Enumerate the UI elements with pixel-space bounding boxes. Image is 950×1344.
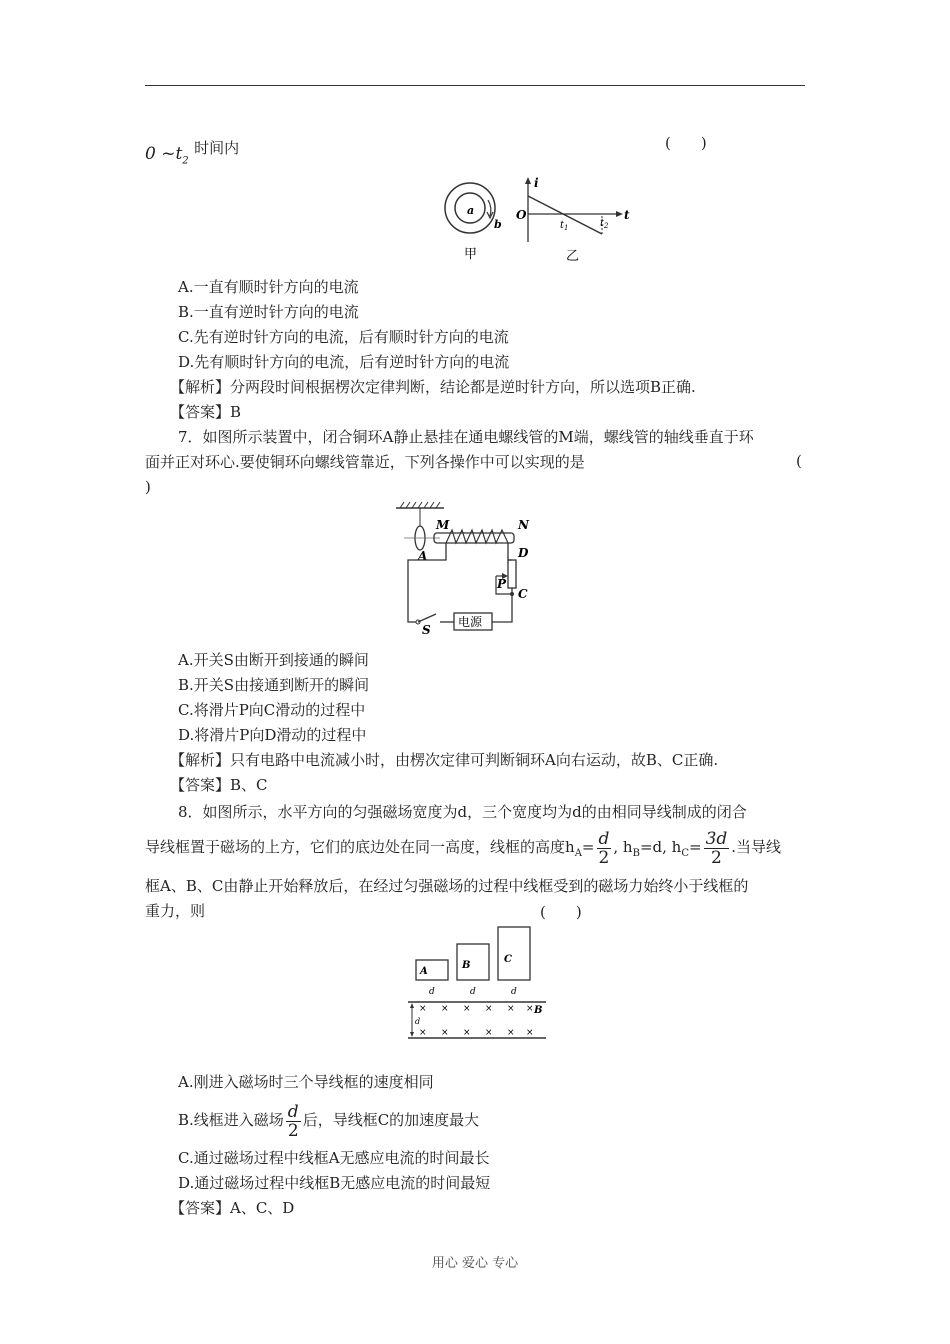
hc-sub: C bbox=[681, 848, 689, 859]
label-frame-b: B bbox=[462, 960, 471, 971]
fraction-d-over-2 bbox=[597, 830, 612, 867]
q6-option-c: C.先有逆时针方向的电流，后有顺时针方向的电流 bbox=[178, 328, 509, 346]
label-power: 电源 bbox=[458, 615, 483, 629]
wire-right-bottom bbox=[492, 588, 512, 622]
label-a: A bbox=[418, 549, 428, 563]
q8-stem-line1: 8．如图所示，水平方向的匀强磁场宽度为d，三个宽度均为d的由相同导线制成的闭合 bbox=[178, 803, 747, 821]
q7-figure bbox=[396, 500, 546, 635]
ha-sub: A bbox=[574, 848, 582, 859]
q8-option-b-b: 后，导线框C的加速度最大 bbox=[302, 1111, 480, 1129]
field-crosses bbox=[419, 1004, 534, 1038]
svg-text:×: × bbox=[463, 1028, 471, 1038]
hb-value: =d, h bbox=[639, 838, 682, 856]
q7-paren-close: ) bbox=[145, 478, 151, 496]
label-d-c: d bbox=[511, 987, 517, 997]
q8-option-d: D.通过磁场过程中线框B无感应电流的时间最短 bbox=[178, 1174, 491, 1192]
q7-option-b: B.开关S由接通到断开的瞬间 bbox=[178, 676, 370, 694]
q6-answer: 【答案】B bbox=[170, 403, 242, 421]
svg-text:×: × bbox=[419, 1004, 427, 1014]
label-t1: $t_1$ bbox=[560, 220, 569, 232]
frac2-num: 3d bbox=[705, 828, 728, 849]
t-axis-arrow-icon bbox=[616, 211, 623, 217]
q6-intro-sub: 2 bbox=[182, 155, 189, 167]
q8-stem-line2-a: 导线框置于磁场的上方，它们的底边处在同一高度，线框的高度 bbox=[145, 838, 566, 856]
q8-stem-line2 bbox=[145, 828, 781, 873]
q6-paren: ( ) bbox=[665, 134, 707, 152]
q7-stem-line1: 7．如图所示装置中，闭合铜环A静止悬挂在通电螺线管的M端，螺线管的轴线垂直于环 bbox=[178, 428, 754, 446]
svg-text:×: × bbox=[485, 1028, 493, 1038]
svg-text:×: × bbox=[507, 1004, 515, 1014]
optb-num: d bbox=[287, 1101, 299, 1122]
q7-option-a: A.开关S由断开到接通的瞬间 bbox=[178, 651, 369, 669]
svg-text:×: × bbox=[507, 1028, 515, 1038]
label-jia: 甲 bbox=[464, 247, 478, 262]
label-frame-a: A bbox=[420, 966, 428, 977]
label-s: S bbox=[422, 623, 431, 635]
rheostat bbox=[508, 560, 516, 588]
solenoid-coil bbox=[446, 530, 508, 543]
svg-text:×: × bbox=[485, 1004, 493, 1014]
marker-down-arrow-icon bbox=[410, 1032, 414, 1037]
label-d-a: d bbox=[429, 987, 435, 997]
q8-stem-line4: 重力，则 bbox=[145, 902, 206, 920]
q8-option-a: A.刚进入磁场时三个导线框的速度相同 bbox=[178, 1073, 434, 1091]
q7-analysis: 【解析】只有电路中电流减小时，由楞次定律可判断铜环A向右运动，故B、C正确. bbox=[170, 751, 719, 769]
q8-stem-line2-b: .当导线 bbox=[731, 838, 782, 856]
svg-text:×: × bbox=[419, 1028, 427, 1038]
label-t2: $t_2$ bbox=[600, 218, 609, 230]
switch-blade bbox=[418, 614, 436, 622]
wire-right-top bbox=[508, 543, 512, 560]
frac1-num: d bbox=[598, 828, 610, 849]
label-frame-c: C bbox=[504, 954, 512, 965]
label-n: N bbox=[518, 518, 529, 532]
label-d-b: d bbox=[470, 987, 476, 997]
label-o: O bbox=[516, 208, 527, 222]
svg-text:×: × bbox=[463, 1004, 471, 1014]
q8-paren: ( ) bbox=[540, 903, 582, 921]
label-m: M bbox=[436, 518, 450, 532]
ceiling-hatch bbox=[400, 502, 440, 508]
q6-option-a: A.一直有顺时针方向的电流 bbox=[178, 278, 359, 296]
q6-intro-math: 0 ~t bbox=[145, 144, 183, 164]
ha-symbol: h bbox=[565, 838, 575, 856]
q6-analysis: 【解析】分两段时间根据楞次定律判断，结论都是逆时针方向，所以选项B正确. bbox=[170, 378, 696, 396]
label-c: C bbox=[518, 587, 528, 601]
label-p: P bbox=[497, 577, 507, 591]
q7-option-c: C.将滑片P向C滑动的过程中 bbox=[178, 701, 366, 719]
frame-c bbox=[498, 927, 530, 980]
q8-option-c: C.通过磁场过程中线框A无感应电流的时间最长 bbox=[178, 1149, 490, 1167]
q7-paren-open: ( bbox=[796, 452, 802, 470]
q8-stem-line3: 框A、B、C由静止开始释放后，在经过匀强磁场的过程中线框受到的磁场力始终小于线框的 bbox=[145, 877, 749, 895]
q7-stem-line2: 面并正对环心.要使铜环向螺线管靠近，下列各操作中可以实现的是 bbox=[145, 453, 585, 471]
fraction-d-over-2-b bbox=[286, 1103, 301, 1140]
label-yi: 乙 bbox=[566, 249, 580, 264]
current-graph bbox=[516, 176, 630, 264]
label-t: t bbox=[624, 208, 630, 222]
svg-text:×: × bbox=[526, 1004, 534, 1014]
label-d-field: d bbox=[415, 1017, 421, 1026]
marker-up-arrow-icon bbox=[410, 1003, 414, 1008]
q6-figure bbox=[440, 172, 640, 264]
q7-option-d: D.将滑片P向D滑动的过程中 bbox=[178, 726, 367, 744]
i-axis-arrow-icon bbox=[525, 177, 531, 184]
label-b: b bbox=[494, 218, 502, 231]
q8-answer: 【答案】A、C、D bbox=[170, 1199, 295, 1217]
hc-eq: = bbox=[688, 838, 702, 856]
q8-figure bbox=[400, 922, 550, 1044]
label-d: D bbox=[518, 546, 529, 560]
svg-text:×: × bbox=[441, 1004, 449, 1014]
frac1-den: 2 bbox=[598, 847, 610, 868]
hb-sub: B bbox=[632, 848, 640, 859]
svg-text:×: × bbox=[526, 1028, 534, 1038]
fraction-3d-over-2 bbox=[704, 830, 730, 867]
page-footer: 用心 爱心 专心 bbox=[431, 1256, 519, 1271]
q6-option-d: D.先有顺时针方向的电流，后有逆时针方向的电流 bbox=[178, 353, 510, 371]
label-a: a bbox=[467, 204, 475, 217]
label-field-b: B bbox=[534, 1005, 543, 1016]
hb-symbol: , h bbox=[613, 838, 633, 856]
q6-option-b: B.一直有逆时针方向的电流 bbox=[178, 303, 359, 321]
ha-eq: = bbox=[581, 838, 595, 856]
q7-answer: 【答案】B、C bbox=[170, 776, 268, 794]
header-rule bbox=[145, 85, 805, 86]
q6-intro-text: 时间内 bbox=[194, 139, 240, 157]
frac2-den: 2 bbox=[711, 847, 722, 868]
svg-text:×: × bbox=[441, 1028, 449, 1038]
optb-den: 2 bbox=[287, 1120, 299, 1141]
label-i: i bbox=[534, 176, 539, 190]
ring-diagram bbox=[445, 183, 502, 262]
q8-option-b-a: B.线框进入磁场 bbox=[178, 1111, 284, 1129]
q8-option-b bbox=[178, 1097, 479, 1143]
q6-intro bbox=[145, 138, 239, 171]
